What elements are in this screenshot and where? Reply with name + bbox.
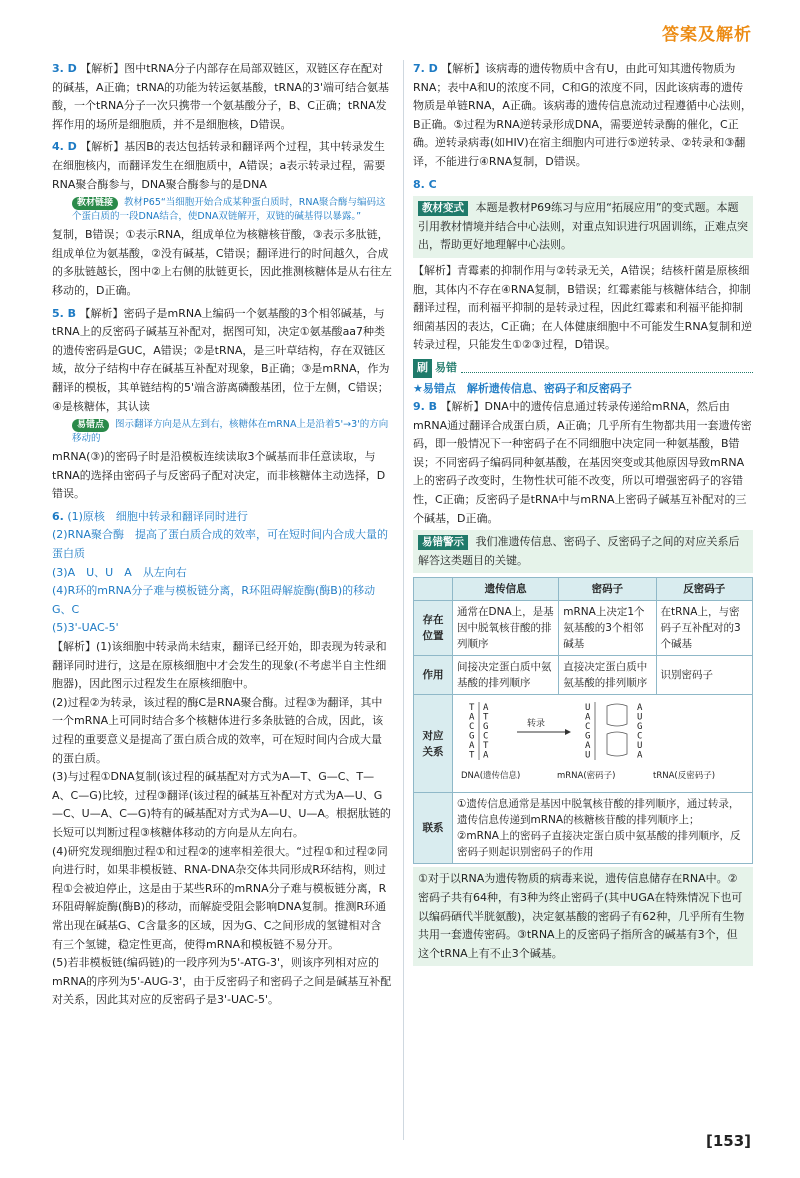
base-letter: C [469,722,475,733]
question-analysis: 【解析】该病毒的遗传物质中含有U，由此可知其遗传物质为RNA；表中A和U的浓度不同，C和G的浓度不同，因此该病毒的遗传物质是单链RNA，A正确。该病毒的遗传信息流动过程遵循中心法则，B正确。⑤过程为RNA逆转录形成DNA，需要逆转录酶的催化，C正确。逆转录病毒(如HIV)在宿主细胞内可进行⑤逆转录、②转录和③翻译，不能进行④RNA复制，D错误。 [413,62,752,168]
tail-note-box [413,867,753,966]
question-analysis-cont: 复制，B错误；①表示RNA，组成单位为核糖核苷酸，③表示多肽链，组成单位为氨基酸，②没有碱基，C错误；翻译进行的时间越久，合成的多肽链越长，图中②上右侧的肽链更长，因此推测核糖体是从右往左移动的，D正确。 [52,228,392,297]
table-cell: mRNA上决定1个氨基酸的3个相邻碱基 [559,601,656,656]
base-letter: C [483,731,489,742]
analysis-paragraph: 【解析】(1)该细胞中转录尚未结束，翻译已经开始，即表现为转录和翻译同时进行，这是在原核细胞中才会发生的现象(不考虑半自主性细胞器)，因此图示过程发生在原核细胞中。 [52,640,387,691]
question-4 [52,138,392,300]
analysis-paragraph: (2)过程②为转录，该过程的酶C是RNA聚合酶。过程③为翻译，其中一个mRNA上可同时结合多个核糖体进行多条肽链的合成，因此，该过程的重要意义是提高了蛋白质合成的效率，可在短时间内合成大量的蛋白质。 [52,695,384,765]
base-letter: G [469,731,475,742]
base-letter: T [469,750,475,761]
table-header-row [414,578,753,601]
header-title: 答案及解析 [662,25,752,45]
base-letter: A [469,741,475,752]
table-cell: 通常在DNA上，是基因中脱氧核苷酸的排列顺序 [453,601,559,656]
table-header-cell: 反密码子 [656,578,752,601]
base-letter: C [585,722,591,733]
diagram-caption-dna: DNA(遗传信息) [461,771,521,782]
question-analysis: 【解析】基因B的表达包括转录和翻译两个过程，其中转录发生在细胞核内，而翻译发生在细胞质中，A错误；a表示转录过程，需要RNA聚合酶参与，DNA聚合酶参与的是DNA [52,140,386,191]
question-number: 7. D [413,62,438,75]
answer-line: (3)A U、U A 从左向右 [52,565,187,579]
table-header-cell: 遗传信息 [453,578,559,601]
page-number: [153] [706,1132,752,1150]
comparison-table [413,577,753,864]
base-letter: T [469,703,475,714]
right-column [413,60,753,970]
question-analysis: 【解析】密码子是mRNA上编码一个氨基酸的3个相邻碱基，与tRNA上的反密码子碱基互补配对，据图可知，决定①氨基酸aa7种类的遗传密码是GUC，A错误；②是tRNA，是三叶草结构，存在双链区域，故分子结构中存在碱基互补配对现象，B正确；③是mRNA，作为翻译的模板，其单链结构的5'端含游离磷酸基团，位于左侧，C错误；④是核糖体，其认读 [52,306,390,413]
table-header-cell: 密码子 [559,578,656,601]
question-number: 3. D [52,62,77,75]
base-letter: A [585,712,591,723]
table-cell: 识别密码子 [656,656,752,695]
tail-note-text: ①对于以RNA为遗传物质的病毒来说，遗传信息储存在RNA中。②密码子共有64种，有3种为终止密码子(其中UGA在特殊情况下也可以编码硒代半胱氨酸)，决定氨基酸的密码子有62种，几乎所有生物共用一套遗传密码。③tRNA上的反密码子指所含的碱基有3个，但这个tRNA上有不止3个碱基。 [418,872,745,960]
note-label: 教材链接 [72,197,118,210]
section-title: 易错 [435,360,457,374]
textbook-variant-box [413,196,753,258]
error-note [72,418,392,445]
question-number: 5. B [52,306,77,320]
answer-line: (4)R环的mRNA分子难与模板链分离，R环阻碍解旋酶(酶B)的移动 G、C [52,584,387,616]
note-text: 教材P65“当细胞开始合成某种蛋白质时，RNA聚合酶与编码这个蛋白质的一段DNA结合，使DNA双链解开，双链的碱基得以暴露。” [72,197,386,223]
table-cell: 间接决定蛋白质中氨基酸的排列顺序 [453,656,559,695]
box-text: 我们准遗传信息、密码子、反密码子之间的对应关系后解答这类题目的关键。 [418,535,740,567]
table-header-cell [414,578,453,601]
question-6-answers [52,508,392,638]
base-letter: A [637,703,643,714]
arrowhead-icon [565,729,571,735]
base-letter: G [585,731,591,742]
question-5 [52,305,392,504]
question-8 [413,176,753,355]
question-3 [52,60,392,134]
base-letter: C [637,731,643,742]
base-letter: U [637,741,643,752]
base-letter: U [585,703,591,714]
base-letter: G [637,722,643,733]
question-number: 9. B [413,400,438,414]
trna-icon [607,704,627,726]
base-letter: U [637,712,643,723]
correspondence-diagram-cell [453,695,753,793]
base-letter: U [585,750,591,761]
question-number: 8. C [413,177,437,191]
subsection-title: ★易错点 解析遗传信息、密码子和反密码子 [413,381,632,395]
box-text: 本题是教材P69练习与应用“拓展应用”的变式题。本题引用教材情境并结合中心法则，对重点知识进行巩固训练，正难点突出，帮助更好地理解中心法则。 [418,201,748,252]
left-column [52,60,392,1014]
table-row [414,601,753,656]
trna-icon [607,732,627,756]
table-cell-connection [453,793,753,864]
transcription-label: 转录 [527,719,546,730]
row-header: 存在位置 [414,601,453,656]
analysis-paragraph: (4)研究发现细胞过程①和过程②的速率相差很大。“过程①和过程②同向进行时，如果非模板链、RNA-DNA杂交体共同形成R环结构，则过程①会被迫停止，这是由于某些R环的mRNA分子难与模板链分离，R环阻碍解旋酶(酶B)的移动，而解旋受阻会影响DNA复制。推测R环通常出现在碱基G、C含量多的区域，因为G、C之间形成的氢键相对含有三个氢键，稳定性更高，使得mRNA和模板链不易分开。 [52,844,388,951]
box-label: 教材变式 [418,201,468,216]
error-warning-box [413,530,753,573]
question-number: 4. D [52,140,77,154]
row-header: 对应关系 [414,695,453,793]
base-letter: T [483,741,489,752]
connection-point: ②mRNA上的密码子直接决定蛋白质中氨基酸的排列顺序，反密码子则起识别密码子的作用 [457,830,741,859]
dna-coding-strand [483,703,489,761]
connection-point: ①遗传信息通常是基因中脱氧核苷酸的排列顺序，通过转录，遗传信息传递到mRNA的核糖核苷酸的排列顺序上； [457,798,740,827]
dna-template-strand [469,703,475,761]
row-header: 作用 [414,656,453,695]
mrna-strand [585,703,591,761]
note-text: 图示翻译方向是从左到右，核糖体在mRNA上是沿着5'→3'的方向移动的 [72,419,389,445]
analysis-paragraph: (5)若非模板链(编码链)的一段序列为5'-ATG-3'，则该序列相对应的mRNA的序列为5'-AUG-3'，由于反密码子和密码子之间是碱基互补配对关系，因此其对应的反密码子是3'-UAC-5'。 [52,956,392,1007]
table-row [414,656,753,695]
base-letter: T [483,712,489,723]
row-header: 联系 [414,793,453,864]
section-header [413,359,753,378]
table-cell: 直接决定蛋白质中氨基酸的排列顺序 [559,656,656,695]
question-number: 6. [52,509,64,523]
answer-line: (2)RNA聚合酶 提高了蛋白质合成的效率，可在短时间内合成大量的蛋白质 [52,528,388,561]
textbook-note [72,196,392,223]
section-mark: 刷 [413,359,432,378]
trna-strand [637,703,643,761]
question-6 [52,508,392,1010]
analysis-paragraph: (3)与过程①DNA复制(该过程的碱基配对方式为A—T、G—C、T—A、C—G)比较，过程③翻译(该过程的碱基互补配对方式为A—U、G—C、U—A、C—G)特有的碱基配对方式为A—U、U—A。根据肽链的长短可以判断过程③核糖体移动的方向是从左向右。 [52,770,391,839]
base-letter: A [585,741,591,752]
correspondence-diagram [457,698,727,784]
section-divider [461,364,753,373]
base-letter: A [483,750,489,761]
base-letter: G [483,722,489,733]
answer-line: (1)原核 细胞中转录和翻译同时进行 [67,509,248,523]
question-analysis: 【解析】图中tRNA分子内部存在局部双链区，双链区存在配对的碱基，A正确；tRNA的功能为转运氨基酸，tRNA的3'端可结合氨基酸，一个tRNA分子一次只携带一个氨基酸分子，B、C正确；tRNA发挥作用的场所是细胞质，并不是细胞核，D错误。 [52,62,389,131]
base-letter: A [469,712,475,723]
table-row [414,793,753,864]
base-letter: A [637,750,643,761]
question-analysis-cont: mRNA(③)的密码子时是沿模板连续读取3个碱基而非任意读取，与tRNA的选择由密码子与反密码子配对决定，而非核糖体主动选择，D错误。 [52,450,386,501]
table-cell: 在tRNA上，与密码子互补配对的3个碱基 [656,601,752,656]
question-9 [413,398,753,573]
question-analysis: 【解析】DNA中的遗传信息通过转录传递给mRNA，然后由mRNA通过翻译合成蛋白质，A正确；几乎所有生物都共用一套遗传密码，即一般情况下一种密码子在不同细胞中决定同一种氨基酸，B错误；不同密码子编码同种氨基酸，在基因突变或其他原因导致mRNA上的密码子改变时，生物性状可能不改变，所以可增强密码子的容错性，C正确；反密码子是tRNA中与mRNA上密码子碱基互补配对的三个碱基，D正确。 [413,400,752,525]
diagram-caption-mrna: mRNA(密码子) [557,771,616,782]
base-letter: A [483,703,489,714]
box-label: 易错警示 [418,535,468,550]
table-row [414,695,753,793]
question-analysis: 【解析】青霉素的抑制作用与②转录无关，A错误；结核杆菌是原核细胞，其体内不存在④RNA复制，B错误；红霉素能与核糖体结合，抑制翻译过程，而利福平抑制的是转录过程，因此红霉素和利福平能抑制细菌基因的表达，C正确；在人体健康细胞中不可能发生RNA复制和逆转录过程，只能发生①②③过程，D错误。 [413,263,753,352]
diagram-caption-trna: tRNA(反密码子) [653,771,716,782]
answer-line: (5)3'-UAC-5' [52,621,119,635]
column-divider [403,60,404,1140]
question-7 [413,60,753,172]
note-label: 易错点 [72,419,109,432]
